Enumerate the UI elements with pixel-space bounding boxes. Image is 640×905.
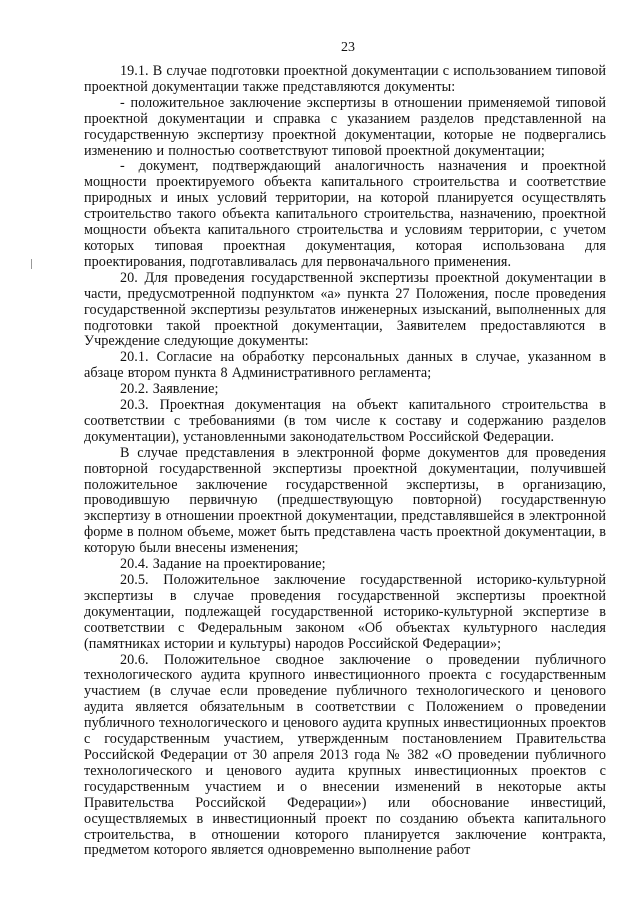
paragraph-19-1: 19.1. В случае подготовки проектной документации с использованием типовой проектной документации также представляются документы: <box>84 63 606 95</box>
paragraph-20-6: 20.6. Положительное сводное заключение о проведении публичного технологического аудита крупного инвестиционного проекта с государственным участием (в случае если проведение публичного технологического и ценового аудита является обязательным в соответствии с Положением о проведении публичного технологического и ценового аудита крупных инвестиционных проектов с государственным участием, утвержденным постановлением Правительства Российской Федерации от 30 апреля 2013 года № 382 «О проведении публичного технологического и ценового аудита крупных инвестиционных проектов с государственным участием и о внесении изменений в некоторые акты Правительства Российской Федерации») или обоснование инвестиций, осуществляемых в инвестиционный проект по созданию объекта капитального строительства, в отношении которого планируется заключение контракта, предметом которого является одновременно выполнение работ <box>84 651 606 859</box>
paragraph-19-1-item-1: - положительное заключение экспертизы в отношении применяемой типовой проектной документации и справка с указанием разделов представленной на государственную экспертизу проектной документации, которые не подвергались изменению и полностью соответствуют типовой проектной документации; <box>84 94 606 159</box>
paragraph-20-3: 20.3. Проектная документация на объект капитального строительства в соответствии с требованиями (в том числе к составу и содержанию разделов документации), установленными законодательством Российской Федерации. <box>84 397 606 445</box>
paragraph-20-5: 20.5. Положительное заключение государственной историко-культурной экспертизы в случае проведения государственной экспертизы проектной документации, подлежащей государственной историко-культурной экспертизе в соответствии с Федеральным законом «Об объектах культурного наследия (памятниках истории и культуры) народов Российской Федерации»; <box>84 572 606 652</box>
paragraph-20-2: 20.2. Заявление; <box>120 381 219 398</box>
paragraph-20: 20. Для проведения государственной экспертизы проектной документации в части, предусмотренной подпунктом «а» пункта 27 Положения, после проведения государственной экспертизы результатов инженерных изысканий, выполненных для подготовки такой проектной документации, Заявителем предоставляются в Учреждение следующие документы: <box>84 269 606 350</box>
scan-mark <box>31 259 32 269</box>
paragraph-20-3-note: В случае представления в электронной форме документов для проведения повторной государственной экспертизы проектной документации, получившей положительное заключение государственной экспертизы, в организацию, проводившую первичную (предшествующую повторной) государственную экспертизу в отношении проектной документации, представлявшейся в электронной форме в полном объеме, может быть представлена часть проектной документации, в которую были внесены изменения; <box>84 444 606 557</box>
paragraph-20-4: 20.4. Задание на проектирование; <box>120 556 326 573</box>
page-number: 23 <box>341 40 355 55</box>
paragraph-19-1-item-2: - документ, подтверждающий аналогичность назначения и проектной мощности проектируемого объекта капитального строительства и соответствие природных и иных условий территории, на которой планируется осуществлять строительство такого объекта капитального строительства, назначению, проектной мощности объекта капитального строительства и условиям территории, с учетом которых типовая проектная документация, которая использована для проектирования, подготавливалась для первоначального применения. <box>84 158 606 270</box>
paragraph-20-1: 20.1. Согласие на обработку персональных данных в случае, указанном в абзаце втором пункта 8 Административного регламента; <box>84 349 606 382</box>
